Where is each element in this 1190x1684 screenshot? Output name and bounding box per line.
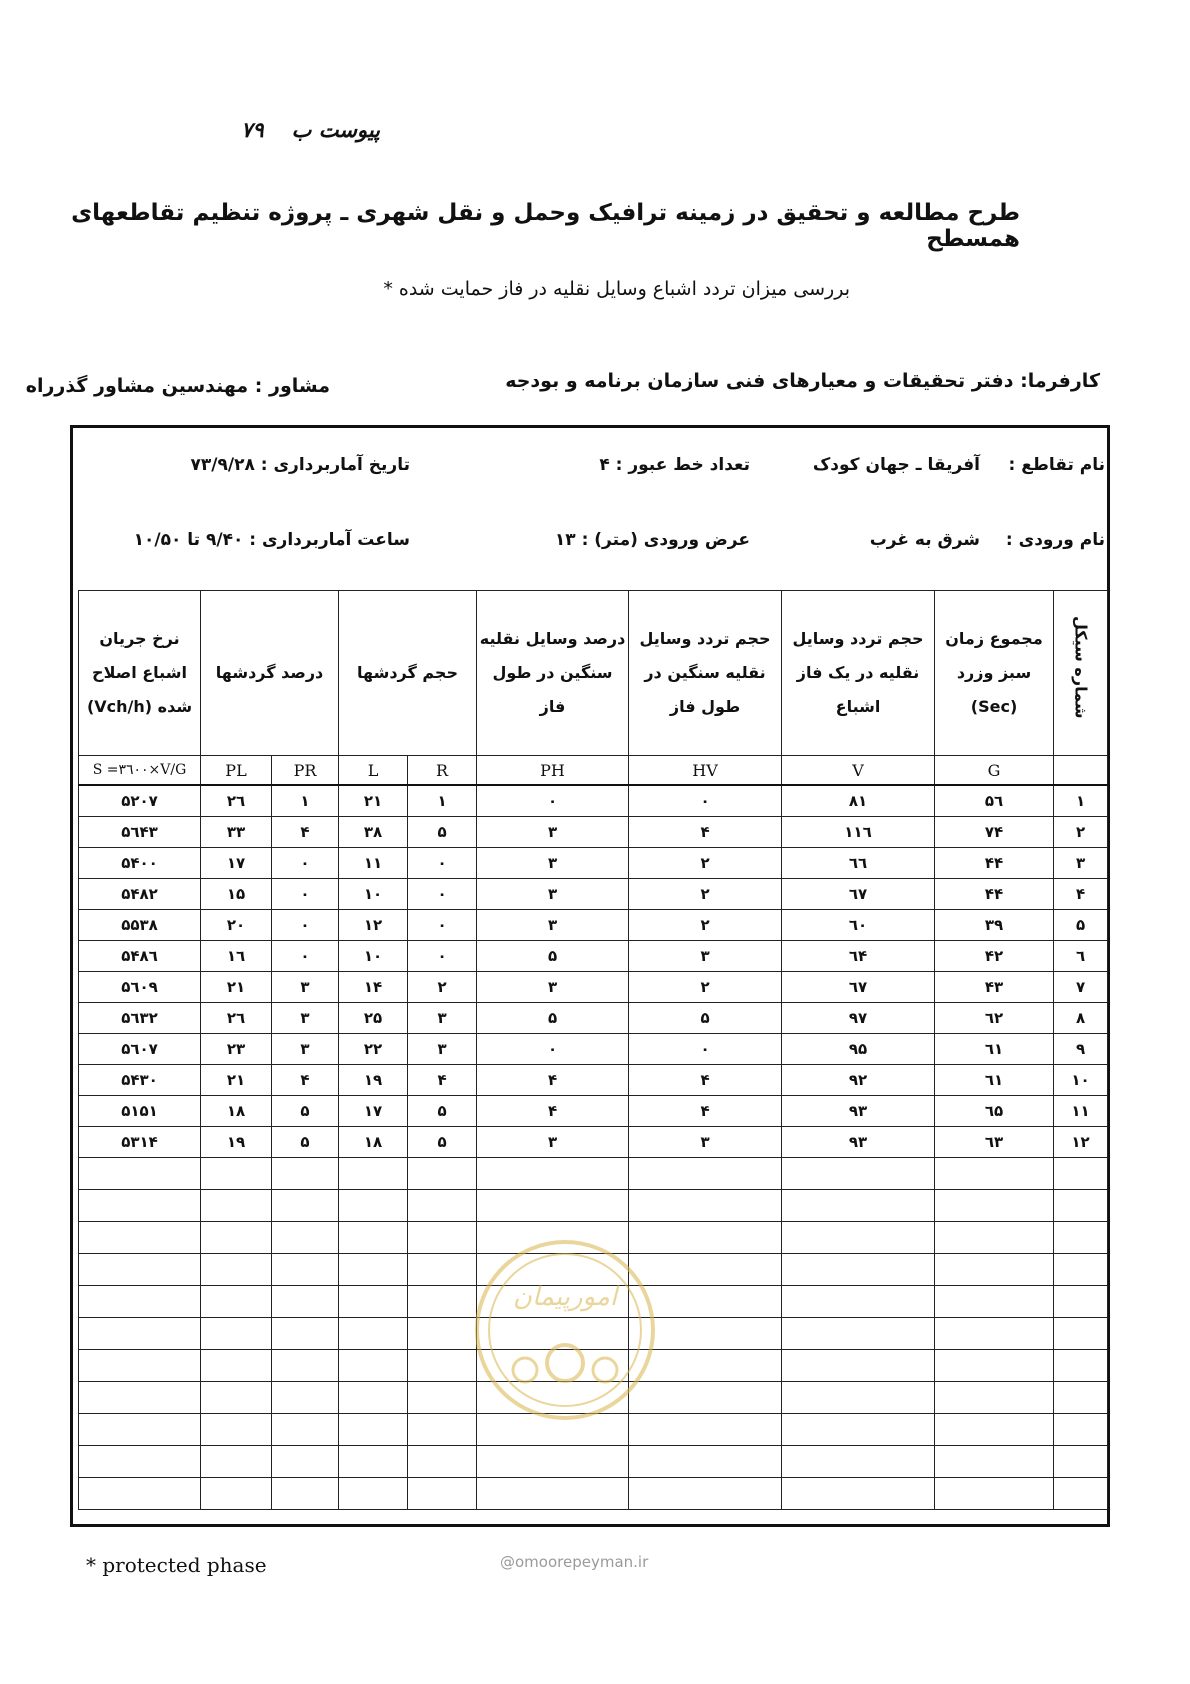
cell-l: ۱۷ [339, 1096, 408, 1127]
cell-l: ۱۹ [339, 1065, 408, 1096]
code-l: L [339, 756, 408, 786]
empty-cell [935, 1478, 1054, 1510]
cell-l: ۱۱ [339, 848, 408, 879]
header-heavy-volume: حجم تردد وسایل نقلیه سنگین در طول فاز [629, 591, 782, 756]
empty-cell [339, 1414, 408, 1446]
empty-cell [339, 1446, 408, 1478]
code-ph: PH [477, 756, 629, 786]
cell-pr: ۵ [272, 1127, 339, 1158]
cell-v: ۹۳ [782, 1127, 935, 1158]
empty-cell [339, 1158, 408, 1190]
cell-l: ۳۸ [339, 817, 408, 848]
header-green-time: مجموع زمان سبز وزرد (Sec) [935, 591, 1054, 756]
header-heavy-percent: درصد وسایل نقلیه سنگین در طول فاز [477, 591, 629, 756]
cell-pr: ۰ [272, 848, 339, 879]
cell-ph: ۴ [477, 1065, 629, 1096]
cell-g: ۷۴ [935, 817, 1054, 848]
empty-cell [339, 1478, 408, 1510]
cell-l: ۱۴ [339, 972, 408, 1003]
table-row [79, 1034, 1108, 1065]
code-pl: PL [201, 756, 272, 786]
cell-s: ۵۳۱۴ [79, 1127, 201, 1158]
approach-width: عرض ورودی (متر) : ۱۳ [554, 530, 750, 550]
empty-cell [408, 1350, 477, 1382]
empty-cell [201, 1382, 272, 1414]
intersection-value: آفریقا ـ جهان کودک [812, 455, 980, 475]
cell-ph: ۳ [477, 848, 629, 879]
cell-ph: ۳ [477, 910, 629, 941]
empty-cell [201, 1414, 272, 1446]
empty-cell [629, 1190, 782, 1222]
empty-cell [1054, 1222, 1108, 1254]
empty-cell [272, 1222, 339, 1254]
empty-cell [782, 1446, 935, 1478]
empty-cell [79, 1350, 201, 1382]
cell-g: ۴۲ [935, 941, 1054, 972]
table-row [79, 910, 1108, 941]
empty-row [79, 1478, 1108, 1510]
cell-pr: ۵ [272, 1096, 339, 1127]
empty-cell [935, 1158, 1054, 1190]
cell-ph: ۳ [477, 879, 629, 910]
cell-n: ۱۲ [1054, 1127, 1108, 1158]
empty-cell [408, 1158, 477, 1190]
cell-n: ۳ [1054, 848, 1108, 879]
page-reference [190, 118, 380, 142]
empty-cell [408, 1318, 477, 1350]
cell-hv: ۳ [629, 1127, 782, 1158]
table-row [79, 1127, 1108, 1158]
cell-v: ٦۷ [782, 972, 935, 1003]
empty-cell [272, 1446, 339, 1478]
empty-cell [935, 1446, 1054, 1478]
empty-cell [201, 1190, 272, 1222]
cell-ph: ۳ [477, 1127, 629, 1158]
cell-pl: ۲٦ [201, 785, 272, 817]
empty-cell [782, 1478, 935, 1510]
code-pr: PR [272, 756, 339, 786]
cell-n: ۴ [1054, 879, 1108, 910]
cell-pr: ۰ [272, 879, 339, 910]
empty-cell [79, 1446, 201, 1478]
footnote: * protected phase [86, 1553, 267, 1577]
empty-cell [272, 1158, 339, 1190]
cell-pl: ۳۳ [201, 817, 272, 848]
cell-g: ۳۹ [935, 910, 1054, 941]
cell-pl: ۲۰ [201, 910, 272, 941]
empty-cell [272, 1190, 339, 1222]
empty-cell [408, 1414, 477, 1446]
cell-s: ۵٦۴۳ [79, 817, 201, 848]
empty-cell [935, 1190, 1054, 1222]
cell-g: ۴۴ [935, 848, 1054, 879]
cell-l: ۲۲ [339, 1034, 408, 1065]
cell-n: ٦ [1054, 941, 1108, 972]
cell-ph: ۴ [477, 1096, 629, 1127]
cell-v: ۹۳ [782, 1096, 935, 1127]
header-turn-percent: درصد گردشها [201, 591, 339, 756]
empty-cell [1054, 1350, 1108, 1382]
code-row [79, 756, 1108, 786]
cell-hv: ۲ [629, 848, 782, 879]
table-row [79, 879, 1108, 910]
cell-g: ٦۱ [935, 1065, 1054, 1096]
header-turn-volume: حجم گردشها [339, 591, 477, 756]
cell-pr: ۱ [272, 785, 339, 817]
empty-cell [1054, 1158, 1108, 1190]
empty-cell [935, 1254, 1054, 1286]
empty-cell [782, 1254, 935, 1286]
table-row [79, 785, 1108, 817]
empty-cell [408, 1286, 477, 1318]
cell-pl: ۱۹ [201, 1127, 272, 1158]
cell-hv: ۴ [629, 817, 782, 848]
empty-cell [408, 1382, 477, 1414]
cell-l: ۱۰ [339, 879, 408, 910]
empty-cell [79, 1382, 201, 1414]
cell-s: ۵۴۰۰ [79, 848, 201, 879]
cell-pr: ۴ [272, 817, 339, 848]
empty-cell [201, 1478, 272, 1510]
empty-cell [477, 1158, 629, 1190]
empty-row [79, 1158, 1108, 1190]
cell-r: ۳ [408, 1034, 477, 1065]
cell-v: ٦۰ [782, 910, 935, 941]
empty-row [79, 1190, 1108, 1222]
empty-cell [1054, 1478, 1108, 1510]
empty-cell [201, 1158, 272, 1190]
table-row [79, 817, 1108, 848]
empty-cell [935, 1414, 1054, 1446]
approach-label: نام ورودی : [1005, 530, 1105, 550]
empty-cell [1054, 1286, 1108, 1318]
empty-cell [477, 1478, 629, 1510]
cell-pl: ۲۱ [201, 972, 272, 1003]
cell-s: ۵۴۸٦ [79, 941, 201, 972]
empty-cell [339, 1286, 408, 1318]
empty-cell [408, 1254, 477, 1286]
table-row [79, 848, 1108, 879]
cell-l: ۲۵ [339, 1003, 408, 1034]
watermark-stamp [470, 1235, 660, 1425]
empty-cell [782, 1350, 935, 1382]
empty-cell [935, 1222, 1054, 1254]
empty-cell [339, 1254, 408, 1286]
empty-cell [629, 1158, 782, 1190]
cell-hv: ۳ [629, 941, 782, 972]
cell-n: ۱ [1054, 785, 1108, 817]
empty-cell [201, 1286, 272, 1318]
empty-cell [201, 1222, 272, 1254]
cell-ph: ۰ [477, 785, 629, 817]
cell-r: ۰ [408, 848, 477, 879]
table-row [79, 972, 1108, 1003]
cell-r: ۵ [408, 817, 477, 848]
cell-pl: ۲٦ [201, 1003, 272, 1034]
cell-l: ۲۱ [339, 785, 408, 817]
cell-s: ۵۴۸۲ [79, 879, 201, 910]
empty-cell [79, 1478, 201, 1510]
empty-cell [339, 1382, 408, 1414]
header-saturation-flow: نرخ جریان اشباع اصلاح شده (Vch/h) [79, 591, 201, 756]
client-line: کارفرما: دفتر تحقیقات و معیارهای فنی سازمان برنامه و بودجه [505, 370, 1100, 392]
cell-n: ۵ [1054, 910, 1108, 941]
empty-cell [272, 1350, 339, 1382]
cell-pr: ۳ [272, 972, 339, 1003]
header-row [79, 591, 1108, 756]
empty-cell [782, 1414, 935, 1446]
empty-cell [782, 1190, 935, 1222]
header-cycle: شماره سیکل [1054, 591, 1108, 756]
cell-r: ۵ [408, 1096, 477, 1127]
cell-hv: ۰ [629, 785, 782, 817]
cell-n: ۱۱ [1054, 1096, 1108, 1127]
cell-g: ۵٦ [935, 785, 1054, 817]
cell-pr: ۳ [272, 1034, 339, 1065]
empty-row [79, 1446, 1108, 1478]
empty-cell [79, 1158, 201, 1190]
cell-r: ۳ [408, 1003, 477, 1034]
lanes-count: تعداد خط عبور : ۴ [599, 455, 750, 475]
cell-hv: ۴ [629, 1065, 782, 1096]
empty-cell [201, 1254, 272, 1286]
empty-cell [782, 1318, 935, 1350]
empty-cell [935, 1382, 1054, 1414]
empty-cell [629, 1446, 782, 1478]
stamp-text: امورپیمان [512, 1282, 618, 1312]
cell-ph: ۳ [477, 972, 629, 1003]
empty-cell [1054, 1382, 1108, 1414]
empty-cell [201, 1350, 272, 1382]
cell-s: ۵٦۰۹ [79, 972, 201, 1003]
cell-pr: ۰ [272, 910, 339, 941]
empty-cell [272, 1254, 339, 1286]
document-subtitle: بررسی میزان تردد اشباع وسایل نقلیه در فاز حمایت شده * [383, 278, 850, 300]
cell-r: ۰ [408, 910, 477, 941]
cell-v: ۹۲ [782, 1065, 935, 1096]
survey-date: تاریخ آماربرداری : ۷۳/۹/۲۸ [190, 455, 410, 475]
cell-n: ۹ [1054, 1034, 1108, 1065]
empty-cell [79, 1414, 201, 1446]
cell-n: ۸ [1054, 1003, 1108, 1034]
empty-cell [79, 1222, 201, 1254]
empty-cell [272, 1286, 339, 1318]
approach-value: شرق به غرب [869, 530, 980, 550]
cell-s: ۵٦۳۲ [79, 1003, 201, 1034]
empty-cell [408, 1446, 477, 1478]
cell-pl: ۲۳ [201, 1034, 272, 1065]
stamp-ring [477, 1242, 653, 1418]
cell-pl: ۱۷ [201, 848, 272, 879]
cell-n: ۷ [1054, 972, 1108, 1003]
cell-ph: ۳ [477, 817, 629, 848]
watermark-site: @omoorepeyman.ir [500, 1553, 649, 1571]
empty-cell [1054, 1190, 1108, 1222]
cell-l: ۱۲ [339, 910, 408, 941]
code-s: S =۳٦۰۰×V/G [79, 756, 201, 786]
cell-s: ۵٦۰۷ [79, 1034, 201, 1065]
code-v: V [782, 756, 935, 786]
cell-ph: ۵ [477, 941, 629, 972]
stamp-gear-small-right [593, 1358, 617, 1382]
cell-g: ۴۳ [935, 972, 1054, 1003]
cell-hv: ۴ [629, 1096, 782, 1127]
cell-hv: ۵ [629, 1003, 782, 1034]
consultant-line: مشاور : مهندسین مشاور گذرراه [25, 375, 330, 397]
empty-cell [782, 1158, 935, 1190]
cell-pr: ۴ [272, 1065, 339, 1096]
empty-cell [408, 1478, 477, 1510]
cell-ph: ۰ [477, 1034, 629, 1065]
cell-v: ٦۷ [782, 879, 935, 910]
cell-g: ٦۵ [935, 1096, 1054, 1127]
empty-cell [935, 1350, 1054, 1382]
cell-r: ۲ [408, 972, 477, 1003]
empty-cell [272, 1478, 339, 1510]
cell-s: ۵۲۰۷ [79, 785, 201, 817]
cell-v: ٦٦ [782, 848, 935, 879]
empty-cell [782, 1286, 935, 1318]
empty-cell [339, 1350, 408, 1382]
cell-v: ٦۴ [782, 941, 935, 972]
cell-g: ٦۳ [935, 1127, 1054, 1158]
document-title: طرح مطالعه و تحقیق در زمینه ترافیک وحمل و نقل شهری ـ پروژه تنظیم تقاطعهای همسطح [71, 200, 1020, 252]
cell-r: ۵ [408, 1127, 477, 1158]
cell-g: ٦۱ [935, 1034, 1054, 1065]
empty-cell [1054, 1254, 1108, 1286]
cell-ph: ۵ [477, 1003, 629, 1034]
code-hv: HV [629, 756, 782, 786]
survey-time: ساعت آماربرداری : ۹/۴۰ تا ۱۰/۵۰ [133, 530, 410, 550]
cell-r: ۴ [408, 1065, 477, 1096]
empty-cell [79, 1190, 201, 1222]
code-g: G [935, 756, 1054, 786]
cell-r: ۱ [408, 785, 477, 817]
cell-pr: ۰ [272, 941, 339, 972]
cell-r: ۰ [408, 879, 477, 910]
cell-v: ۸۱ [782, 785, 935, 817]
cell-hv: ۲ [629, 879, 782, 910]
cell-pl: ۱۵ [201, 879, 272, 910]
cell-n: ۲ [1054, 817, 1108, 848]
cell-pl: ۱۸ [201, 1096, 272, 1127]
empty-cell [408, 1222, 477, 1254]
cell-n: ۱۰ [1054, 1065, 1108, 1096]
empty-cell [1054, 1414, 1108, 1446]
code-r: R [408, 756, 477, 786]
cell-hv: ۰ [629, 1034, 782, 1065]
stamp-gear-small [513, 1358, 537, 1382]
cell-r: ۰ [408, 941, 477, 972]
stamp-gear [547, 1345, 583, 1381]
empty-cell [79, 1286, 201, 1318]
page-number: ۷۹ [241, 118, 264, 142]
table-row [79, 1096, 1108, 1127]
table-row [79, 941, 1108, 972]
empty-cell [1054, 1446, 1108, 1478]
cell-s: ۵۵۳۸ [79, 910, 201, 941]
cell-pl: ۲۱ [201, 1065, 272, 1096]
empty-cell [477, 1190, 629, 1222]
header-saturation-volume: حجم تردد وسایل نقلیه در یک فاز اشباع [782, 591, 935, 756]
cell-s: ۵۱۵۱ [79, 1096, 201, 1127]
cell-v: ۱۱٦ [782, 817, 935, 848]
empty-cell [935, 1318, 1054, 1350]
cell-l: ۱۰ [339, 941, 408, 972]
empty-cell [272, 1318, 339, 1350]
table-row [79, 1065, 1108, 1096]
stamp-inner-ring [489, 1254, 641, 1406]
cell-v: ۹۵ [782, 1034, 935, 1065]
empty-cell [782, 1382, 935, 1414]
empty-cell [272, 1382, 339, 1414]
empty-cell [408, 1190, 477, 1222]
table-row [79, 1003, 1108, 1034]
empty-cell [629, 1478, 782, 1510]
empty-cell [272, 1414, 339, 1446]
empty-cell [201, 1446, 272, 1478]
cell-hv: ۲ [629, 972, 782, 1003]
empty-cell [339, 1190, 408, 1222]
cell-g: ٦۲ [935, 1003, 1054, 1034]
cell-hv: ۲ [629, 910, 782, 941]
cell-pl: ۱٦ [201, 941, 272, 972]
empty-cell [477, 1446, 629, 1478]
empty-cell [79, 1318, 201, 1350]
intersection-label: نام تقاطع : [1008, 455, 1105, 475]
appendix-label: پیوست ب [291, 118, 380, 142]
empty-cell [935, 1286, 1054, 1318]
empty-cell [339, 1318, 408, 1350]
empty-cell [79, 1254, 201, 1286]
empty-cell [1054, 1318, 1108, 1350]
empty-cell [201, 1318, 272, 1350]
cell-s: ۵۴۳۰ [79, 1065, 201, 1096]
code-cycle [1054, 756, 1108, 786]
empty-cell [782, 1222, 935, 1254]
cell-g: ۴۴ [935, 879, 1054, 910]
empty-cell [339, 1222, 408, 1254]
cell-pr: ۳ [272, 1003, 339, 1034]
cell-l: ۱۸ [339, 1127, 408, 1158]
cell-v: ۹۷ [782, 1003, 935, 1034]
